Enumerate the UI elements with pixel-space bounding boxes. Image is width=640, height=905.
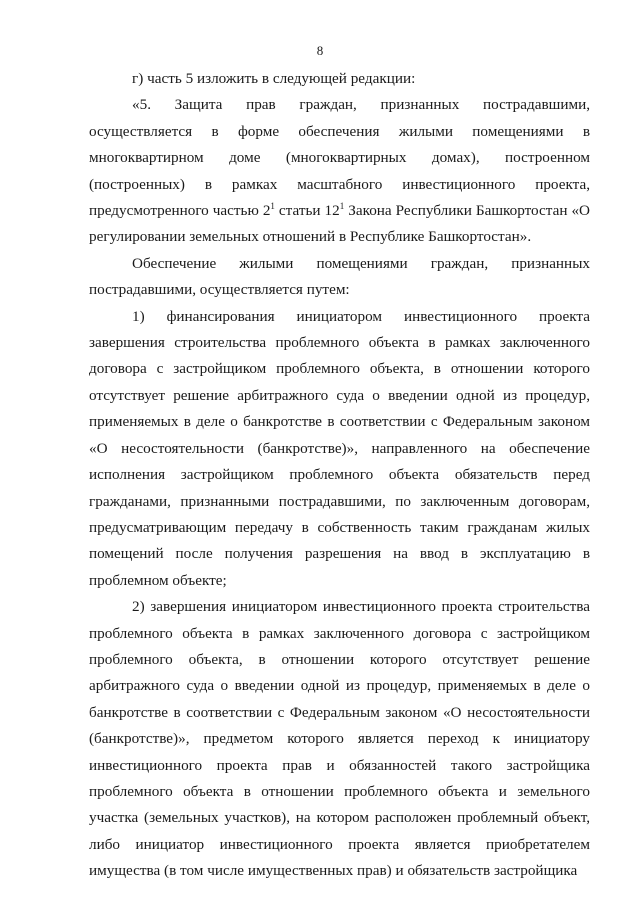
page-number: 8 xyxy=(316,43,324,58)
section-5-text-end: Закона Республики Башкортостан «О регулировании земельных отношений в Республике Башкортостан». xyxy=(89,202,591,246)
paragraph-intro: г) часть 5 изложить в следующей редакции: xyxy=(132,70,416,87)
superscript-1: 1 xyxy=(270,201,275,212)
section-5-text-middle: статьи 12 xyxy=(274,202,340,220)
section-5-text-start: «5. Защита прав граждан, признанных пострадавшими, осуществляется в форме обеспечения жилыми помещениями в многоквартирном доме (многоквартирных домах), построенном (построенных) в рамках масштабного инвестиционного проекта, предусмотренного частью 2 xyxy=(89,96,590,220)
paragraph-section-5 xyxy=(89,92,590,250)
paragraph-item-1: 1) финансирования инициатором инвестиционного проекта завершения строительства проблемного объекта в рамках заключенного договора с застройщиком проблемного объекта, в отношении которого отсутствует решение арбитражного суда о введении одной из процедур, применяемых в деле о банкротстве в соответствии с Федеральным законом «О несостоятельности (банкротстве)», направленного на обеспечение исполнения застройщиком проблемного объекта обязательств перед гражданами, признанными пострадавшими, по заключенным договорам, предусматривающим передачу в собственность таким гражданам жилых помещений после получения разрешения на ввод в эксплуатацию в проблемном объекте; xyxy=(89,307,590,589)
paragraph-provision: Обеспечение жилыми помещениями граждан, признанных пострадавшими, осуществляется путем: xyxy=(89,254,590,299)
paragraph-item-2: 2) завершения инициатором инвестиционного проекта строительства проблемного объекта в рамках заключенного договора с застройщиком проблемного объекта, в отношении которого отсутствует решение арбитражного суда о введении одной из процедур, применяемых в деле о банкротстве в соответствии с Федеральным законом «О несостоятельности (банкротстве)», предметом которого является переход к инициатору инвестиционного проекта прав и обязанностей такого застройщика проблемного объекта в отношении проблемного объекта и земельного участка (земельных участков), на котором расположен проблемный объект, либо инициатор инвестиционного проекта является приобретателем имущества (в том числе имущественных прав) и обязательств застройщика xyxy=(89,598,590,880)
document-body xyxy=(89,66,590,885)
superscript-2: 1 xyxy=(339,201,345,212)
